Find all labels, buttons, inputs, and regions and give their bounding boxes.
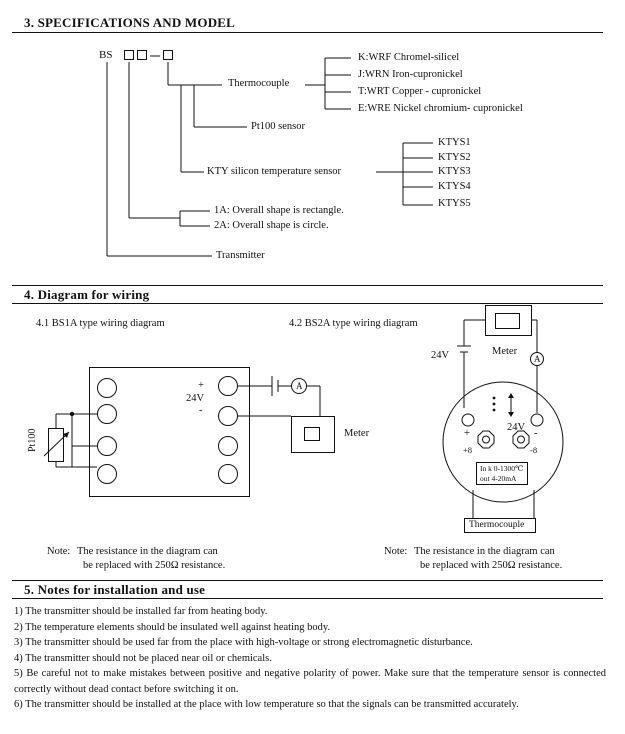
note-right <box>384 545 562 573</box>
bs1a-body <box>90 368 250 497</box>
terminal-minus <box>531 414 543 426</box>
note-left-label: Note: <box>47 546 71 557</box>
note-left-line2: be replaced with 250Ω resistance. <box>83 560 226 571</box>
meter-box-1 <box>292 417 335 453</box>
bs1a-caption: 4.1 BS1A type wiring diagram <box>36 318 165 329</box>
terminal-l4 <box>98 465 117 484</box>
nut-minus8 <box>513 431 529 448</box>
bs2a-voltage: 24V <box>431 350 450 361</box>
install-note-5: 5) Be careful not to make mistakes between positive and negative polarity of power. Make sure that the temperature sensor is connected correctly without dead contact before switching it on. <box>14 668 606 695</box>
thermocouple-box-label: Thermocouple <box>469 520 525 530</box>
meter-face-1 <box>305 428 320 441</box>
kty-type-1: KTYS1 <box>438 137 471 148</box>
note-left <box>47 545 225 573</box>
terminal-r2 <box>219 407 238 426</box>
terminal-r3 <box>219 437 238 456</box>
install-notes <box>14 604 606 713</box>
kty-type-2: KTYS2 <box>438 152 471 163</box>
bs1a-minus: - <box>199 405 203 416</box>
install-note-3: 3) The transmitter should be used far from the place with high-voltage or strong electromagnetic disturbance. <box>14 637 473 648</box>
range-line-1: In k 0-1300℃ <box>480 464 524 473</box>
bs2a-voltage-inner: 24V <box>507 422 526 433</box>
tc-type-t: T:WRT Copper - cupronickel <box>358 86 482 97</box>
kty-type-3: KTYS3 <box>438 166 471 177</box>
install-note-4: 4) The transmitter should not be placed near oil or chemicals. <box>14 652 272 664</box>
terminal-l3 <box>98 437 117 456</box>
meter-box-2 <box>486 306 532 336</box>
shape-2-label: 2A: Overall shape is circle. <box>214 220 329 231</box>
install-note-2: 2) The temperature elements should be insulated well against heating body. <box>14 621 331 633</box>
pt100-label: Pt100 sensor <box>251 121 305 132</box>
ammeter-2-label: A <box>534 354 541 364</box>
install-note-6: 6) The transmitter should be installed at the place with low temperature so that the signals can be transmitted accurately. <box>14 699 519 710</box>
label-plus8: +8 <box>463 445 473 455</box>
bs2a-meter-label: Meter <box>492 346 518 357</box>
section-4-title: 4. Diagram for wiring <box>24 287 150 302</box>
kty-type-5: KTYS5 <box>438 198 471 209</box>
meter-face-2 <box>496 314 520 329</box>
kty-label: KTY silicon temperature sensor <box>207 166 342 177</box>
nut-plus8 <box>478 431 494 448</box>
tc-type-e: E:WRE Nickel chromium- cupronickel <box>358 103 523 114</box>
note-right-label: Note: <box>384 546 408 557</box>
thermocouple-label: Thermocouple <box>228 78 290 89</box>
bs2a-minus: - <box>534 428 538 439</box>
install-note-1: 1) The transmitter should be installed far from heating body. <box>14 606 268 617</box>
note-right-line1: The resistance in the diagram can <box>413 546 555 557</box>
bs1a-meter-label: Meter <box>344 428 370 439</box>
terminal-r1 <box>219 377 238 396</box>
bs1a-plus: + <box>198 380 204 391</box>
kty-type-4: KTYS4 <box>438 181 471 192</box>
section-5-rule <box>12 598 603 599</box>
tc-type-j: J:WRN Iron-cupronickel <box>358 69 463 80</box>
section-3-title: 3. SPECIFICATIONS AND MODEL <box>24 15 236 30</box>
ammeter-1-label: A <box>296 381 303 391</box>
bs2a-caption: 4.2 BS2A type wiring diagram <box>289 318 418 329</box>
terminal-l2 <box>98 405 117 424</box>
model-prefix: BS <box>99 49 113 61</box>
label-minus8: -8 <box>530 445 538 455</box>
terminal-plus <box>462 414 474 426</box>
pt100-sensor-label: Pt100 <box>27 428 38 452</box>
terminal-l1 <box>98 379 117 398</box>
range-line-2: out 4-20mA <box>480 474 517 483</box>
section-5-top-rule <box>12 580 603 581</box>
shape-1-label: 1A: Overall shape is rectangle. <box>214 205 344 216</box>
tc-type-k: K:WRF Chromel-silicel <box>358 52 460 63</box>
section-5-title: 5. Notes for installation and use <box>24 582 206 597</box>
bs1a-voltage: 24V <box>186 393 205 404</box>
note-right-line2: be replaced with 250Ω resistance. <box>420 560 563 571</box>
note-left-line1: The resistance in the diagram can <box>76 546 218 557</box>
terminal-r4 <box>219 465 238 484</box>
bs2a-plus: + <box>464 428 470 439</box>
transmitter-label: Transmitter <box>216 250 265 261</box>
